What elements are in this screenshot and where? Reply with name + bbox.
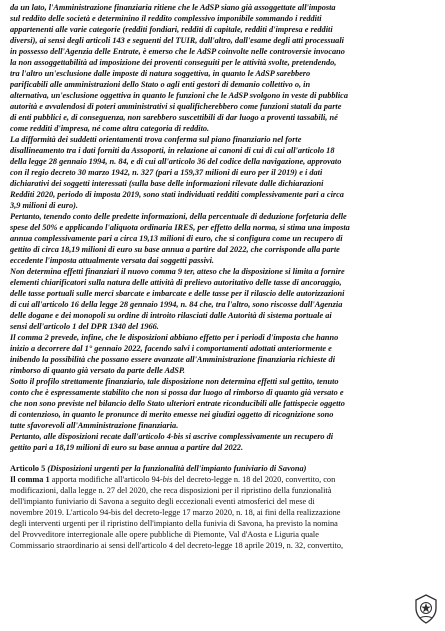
article-heading [10,463,436,474]
text-line: Non determina effetti finanziari il nuovo comma 9 ter, atteso che la disposizione si limita a fornire [10,267,345,276]
text-line: alternativa, un'esclusione oggettiva in quanto le funzioni che le AdSP svolgono in veste di pubblica [10,91,348,100]
text-line: diversi), ai sensi degli articoli 143 e seguenti del TUIR, dall'altro, dall'esame degli atti processuali [10,36,344,45]
text-line: gettito di circa 18,19 milioni di euro su base annua a partire dal 2022, che corrisponde alla parte [10,245,340,254]
body-bold-italic [10,2,436,453]
text-line: in possesso dell'Agenzia delle Entrate, è emerso che le AdSP coinvolte nelle controversie invocano [10,47,345,56]
text-line: Redditi 2020, periodo di imposta 2019, sono stati individuati redditi complessivamente pari a circa [10,190,344,199]
text-line: rimborso di quanto già versato da parte delle AdSP. [10,366,185,375]
text-line: di enti pubblici e, di conseguenza, non sarebbero suscettibili di dar luogo a proventi tassabili, né [10,113,338,122]
text-line: come redditi d'impresa, né come altra categoria di reddito. [10,124,210,133]
article-body [10,485,436,551]
text-line: Sotto il profilo strettamente finanziario, tale disposizione non determina effetti sul gettito, tenuto [10,377,339,386]
text-line: con il regio decreto 30 marzo 1942, n. 327 (pari a 159,37 milioni di euro per il 2019) e i dati [10,168,323,177]
text-line: La difformità dei suddetti orientamenti trova conferma sul piano finanziario nel forte [10,135,302,144]
text-line: di cui all'articolo 16 della legge 28 gennaio 1994, n. 84 che, tra l'altro, sono riscosse dall'Agenzia [10,300,343,309]
comma-label: Il comma 1 [10,475,50,484]
text-line: la non assoggettabilità ad imposizione dei proventi conseguiti per le attività svolte, pretendendo, [10,58,337,67]
text-line: disallineamento tra i dati forniti da Assoporti, in relazione ai canoni di cui di cui all'articolo 18 [10,146,335,155]
text-line: tra l'altro un'esclusione dalle imposte di natura soggettiva, in quanto le AdSP sarebbero [10,69,311,78]
text-line: delle tasse portuali sulle merci sbarcate e imbarcate e delle tasse per il rilascio delle autorizzazioni [10,289,345,298]
seal-logo-icon [414,594,438,624]
text-line: che non sono previste nel bilancio dello Stato ulteriori entrate riconducibili alle fattispecie oggetto [10,399,345,408]
text-line: parificabili alle amministrazioni dello Stato o agli enti gestori di demanio collettivo o, in [10,80,311,89]
text-line: di contenzioso, in quanto le pronunce di merito emesse nei giudizi oggetto di ricognizione sono [10,410,334,419]
text-line: novembre 2019. L'articolo 94-bis del decreto-legge 17 marzo 2020, n. 18, ai fini della realizzazione [10,508,341,517]
text-line: del Provveditore interregionale alle opere pubbliche di Piemonte, Val d'Aosta e Liguria quale [10,530,319,539]
text-line: dell'impianto funiviario di Savona a seguito degli eccezionali eventi atmosferici del mese di [10,497,315,506]
text-line: delle dogane e dei monopoli su ordine di introito rilasciati dalle Autorità di sistema portuale ai [10,311,332,320]
text-line: tutte sfavorevoli all'Amministrazione finanziaria. [10,421,179,430]
text-line: appartenenti alle varie categorie (redditi fondiari, redditi di capitale, redditi d'impresa e redditi [10,25,333,34]
article-title: (Disposizioni urgenti per la funzionalità dell'impianto funiviario di Savona) [47,464,307,473]
text-line: inizio a decorrere dal 1° gennaio 2022, facendo salvi i comportamenti adottati anteriormente e [10,344,332,353]
text-line: sul reddito delle società e determinino il reddito complessivo imponibile sommando i redditi [10,14,322,23]
text-line: modificazioni, dalla legge n. 27 del 2020, che reca disposizioni per il ripristino della funzionalità [10,486,332,495]
text-line: dichiarativi dei soggetti interessati (sulla base delle informazioni rilevate dalle dichiarazioni [10,179,324,188]
text-line: 3,9 milioni di euro). [10,201,78,210]
text-line: conto che è espressamente stabilito che non si possa dar luogo al rimborso di quanto già versato e [10,388,344,397]
article-number: Articolo 5 [10,464,48,473]
text-line: Pertanto, alle disposizioni recate dall'articolo 4-bis si ascrive complessivamente un recupero di [10,432,334,441]
text-line: gettito pari a 18,19 milioni di euro su base annua a partire dal 2022. [10,443,244,452]
text-line: annua complessivamente pari a circa 19,13 milioni di euro, che si configura come un recupero di [10,234,343,243]
section-gap [10,453,436,463]
text-line: Pertanto, tenendo conto delle predette informazioni, della percentuale di deduzione forfetaria delle [10,212,347,221]
text-line: Il comma 2 prevede, infine, che le disposizioni abbiano effetto per i periodi d'imposta che hanno [10,333,339,342]
text-line: degli interventi urgenti per il ripristino dell'impianto della funivia di Savona, ha previsto la nomina [10,519,338,528]
text-line: spese del 50% e applicando l'aliquota ordinaria IRES, per effetto della norma, si stima una imposta [10,223,350,232]
text-line: elementi chiarificatori sulla natura delle attività di prelievo autoritativo delle tasse di ancoraggio, [10,278,342,287]
text-line: da un lato, l'Amministrazione finanziaria ritiene che le AdSP siano già assoggettate all'imposta [10,3,336,12]
document-page [10,2,436,551]
text-line: Commissario straordinario ai sensi dell'articolo 4 del decreto-legge 18 aprile 2019, n. 32, convertito, [10,541,344,550]
article-first-line: Il comma 1 apporta modifiche all'articolo 94-bis del decreto-legge n. 18 del 2020, convertito, con [10,475,336,484]
text-line: eccedente l'imposta attualmente versata dai soggetti passivi. [10,256,214,265]
text-line: della legge 28 gennaio 1994, n. 84, e di cui all'articolo 36 del codice della navigazione, approvato [10,157,342,166]
text-line: inibendo la possibilità che possano essere avanzate all'Amministrazione finanziaria richieste di [10,355,335,364]
text-line: autorità e avvalendosi di poteri amministrativi si qualificherebbero come funzioni statali da parte [10,102,342,111]
text-line: sensi dell'articolo 1 del DPR 1340 del 1966. [10,322,159,331]
